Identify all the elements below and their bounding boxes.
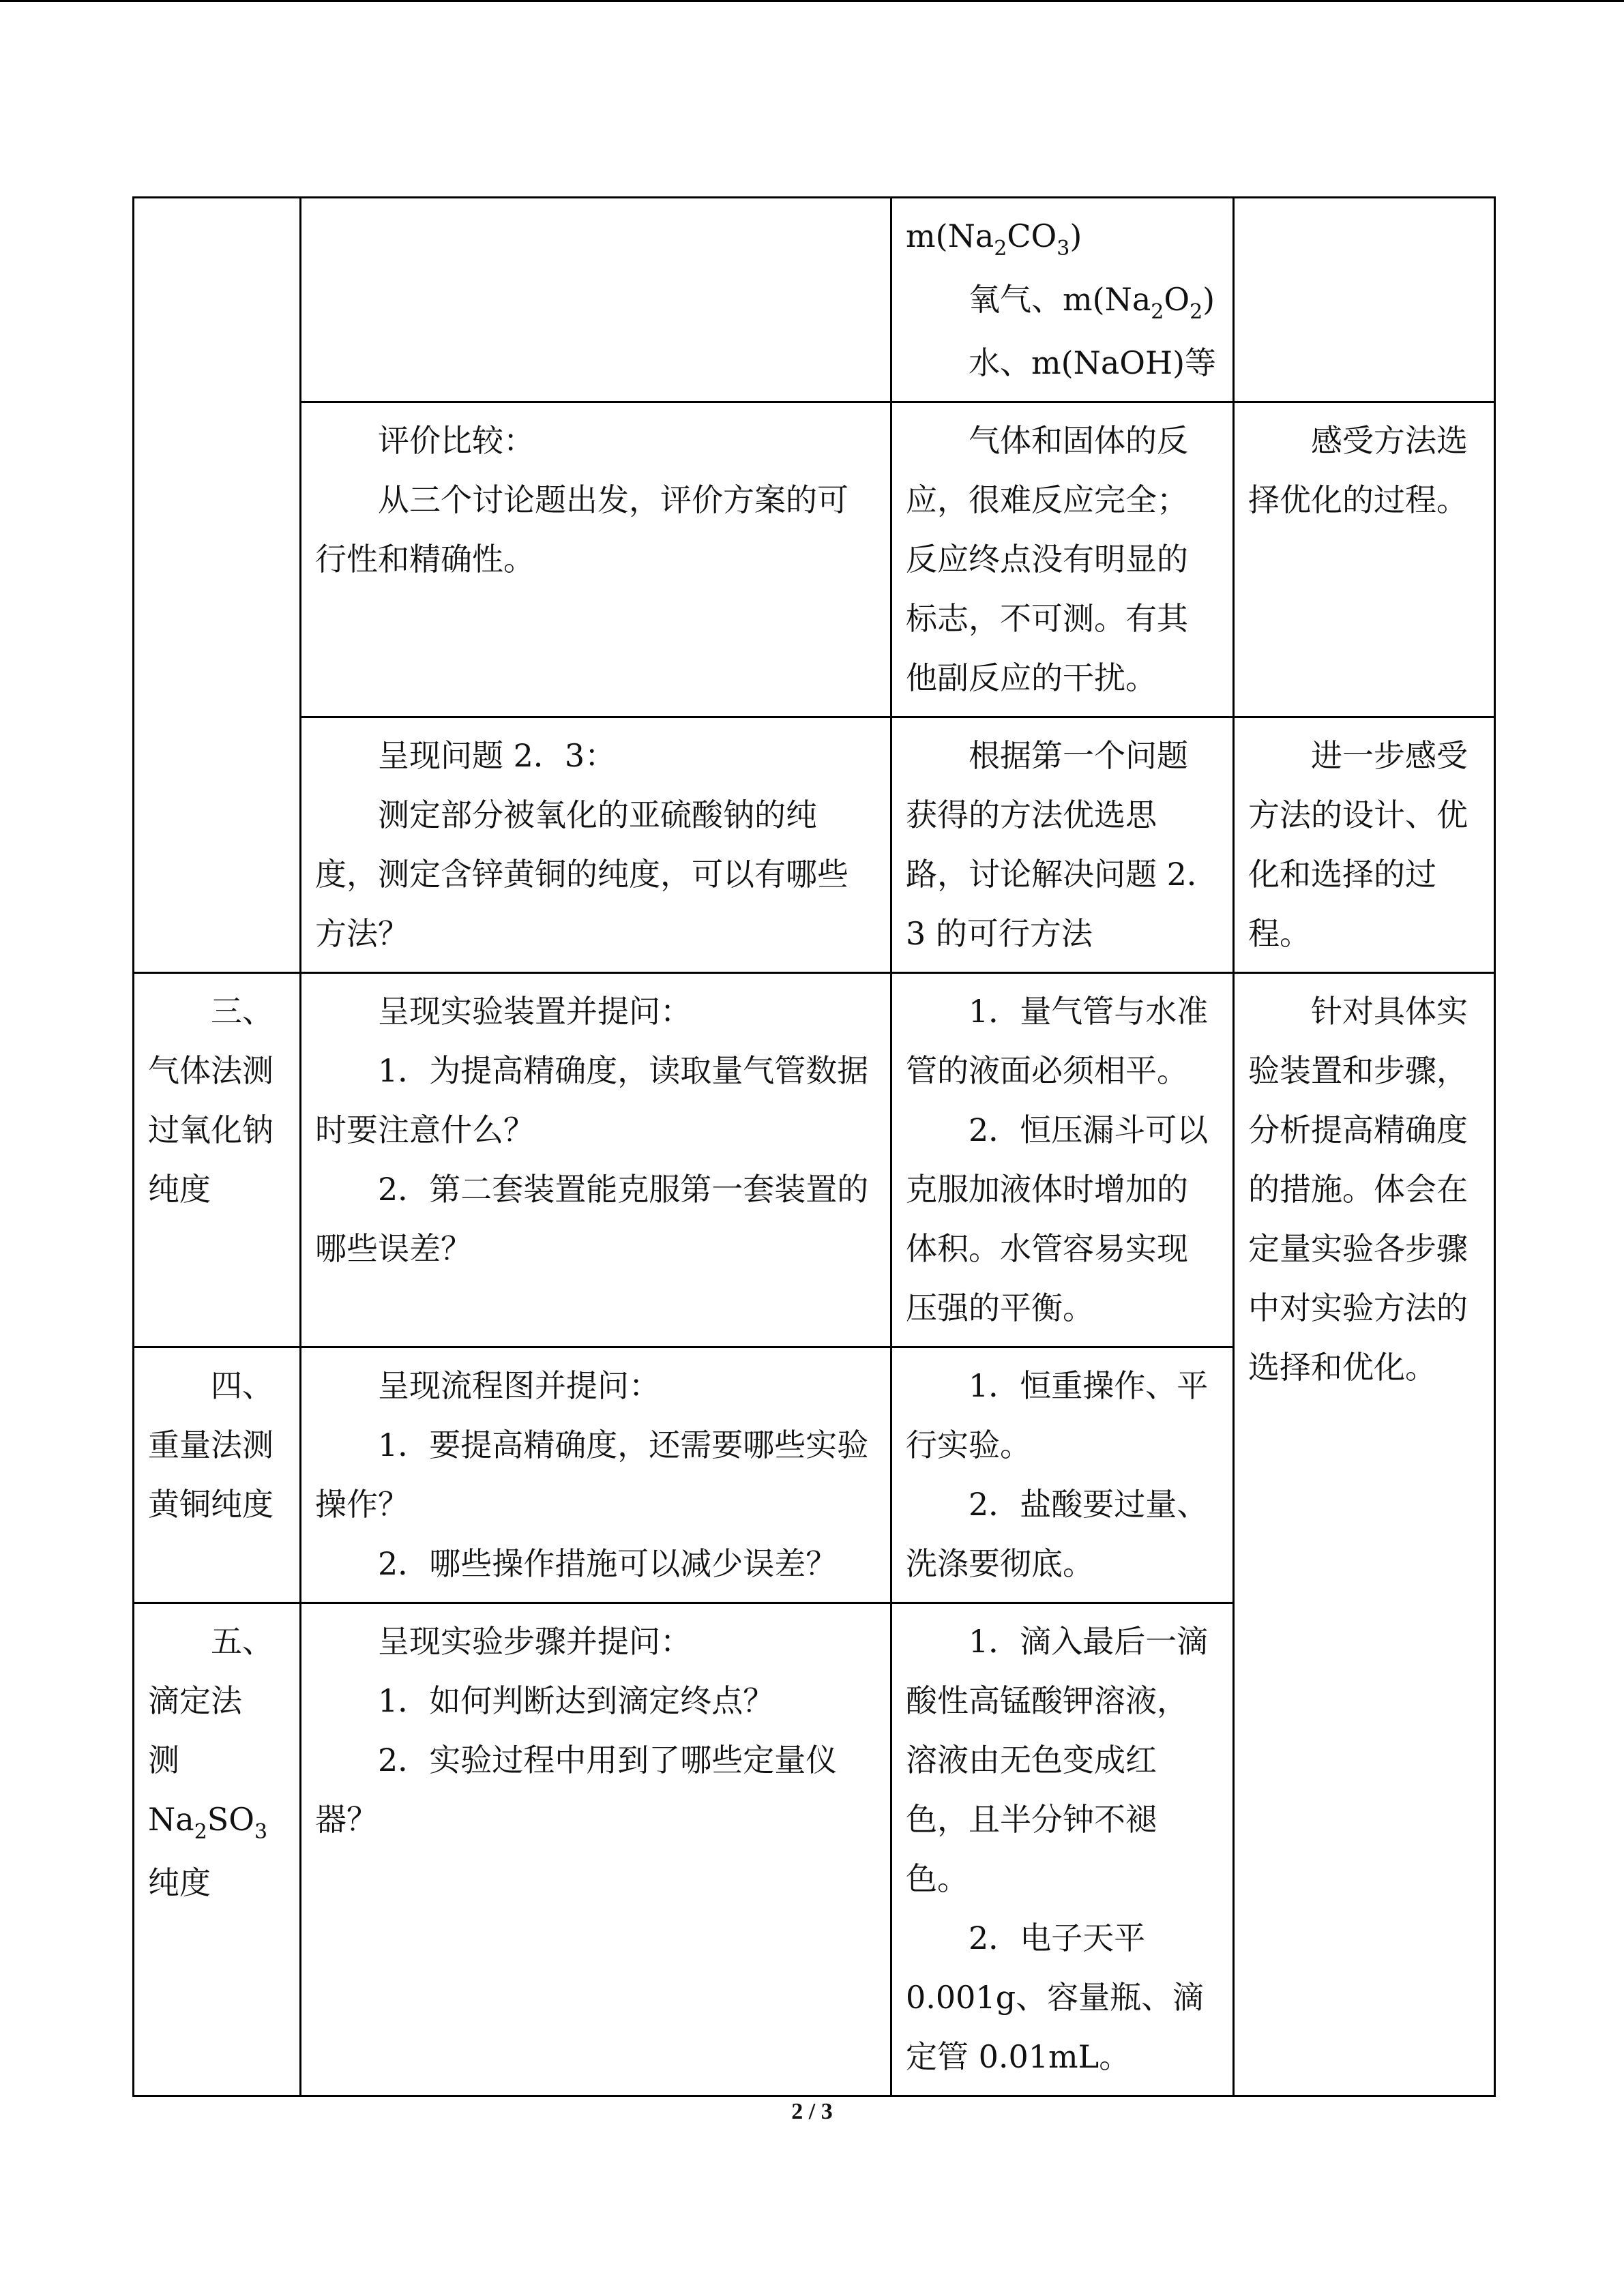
stage-number: 三、: [211, 993, 274, 1030]
paragraph: 从三个讨论题出发，评价方案的可行性和精确性。: [315, 481, 848, 578]
teacher-activity-cell: [301, 198, 891, 402]
paragraph: 2．第二套装置能克服第一套装置的哪些误差？: [315, 1171, 869, 1267]
stage-title-line: 纯度: [148, 1864, 211, 1901]
paragraph: 1．如何判断达到滴定终点？: [378, 1682, 775, 1719]
stage-cell-empty: [134, 198, 301, 973]
student-activity-cell: [891, 973, 1234, 1347]
paragraph: 感受方法选择优化的过程。: [1248, 422, 1468, 518]
paragraph: 1．滴入最后一滴酸性高锰酸钾溶液，溶液由无色变成红色，且半分钟不褪色。: [906, 1623, 1209, 1897]
paragraph: 评价比较：: [378, 422, 535, 459]
paragraph: 1．要提高精确度，还需要哪些实验操作？: [315, 1427, 869, 1523]
teacher-activity-cell: [301, 402, 891, 717]
stage-number: 四、: [211, 1367, 274, 1404]
page-number: 2 / 3: [791, 2099, 833, 2124]
paragraph: 针对具体实验装置和步骤，分析提高精确度的措施。体会在定量实验各步骤中对实验方法的选择和优化。: [1248, 993, 1468, 1386]
design-intent-cell: [1234, 198, 1495, 402]
paragraph: 呈现流程图并提问：: [378, 1367, 660, 1404]
student-activity-cell: [891, 1603, 1234, 2096]
teacher-activity-cell: [301, 1347, 891, 1603]
paragraph: 2．实验过程中用到了哪些定量仪器？: [315, 1742, 838, 1838]
stage-title-line: 测: [148, 1742, 179, 1778]
teacher-activity-cell: [301, 973, 891, 1347]
stage-number: 五、: [211, 1623, 274, 1660]
paragraph: 呈现实验装置并提问：: [378, 993, 692, 1030]
student-activity-cell: [891, 198, 1234, 402]
stage-title: 气体法测过氧化钠纯度: [148, 1052, 274, 1208]
stage-title: 重量法测黄铜纯度: [148, 1427, 274, 1523]
paragraph: 根据第一个问题获得的方法优选思路，讨论解决问题 2．3 的可行方法: [906, 737, 1218, 952]
student-activity-cell: [891, 402, 1234, 717]
lesson-plan-table: [132, 196, 1496, 2097]
stage-cell: [134, 973, 301, 1347]
paragraph: 2．恒压漏斗可以克服加液体时增加的体积。水管容易实现压强的平衡。: [906, 1112, 1209, 1326]
top-border-line: [0, 0, 1624, 2]
table-row: [134, 402, 1495, 717]
paragraph: 2．哪些操作措施可以减少误差？: [378, 1545, 838, 1582]
teacher-activity-cell: [301, 1603, 891, 2096]
paragraph: 气体和固体的反应，很难反应完全；反应终点没有明显的标志，不可测。有其他副反应的干扰。: [906, 422, 1188, 696]
paragraph: 1．量气管与水准管的液面必须相平。: [906, 993, 1209, 1089]
formula-line: $m(Na_2CO_3)$: [906, 218, 1082, 260]
paragraph: 呈现问题 2．3：: [378, 737, 617, 774]
paragraph: 2．盐酸要过量、洗涤要彻底。: [906, 1486, 1209, 1582]
student-activity-cell: [891, 717, 1234, 973]
stage-cell: [134, 1347, 301, 1603]
paragraph: 2．电子天平 0.001g、容量瓶、滴定管 0.01mL。: [906, 1920, 1205, 2075]
paragraph: 1．为提高精确度，读取量气管数据时要注意什么？: [315, 1052, 869, 1148]
paragraph: 呈现实验步骤并提问：: [378, 1623, 692, 1660]
formula-line: 氧气、$m(Na_2O_2)$: [969, 281, 1215, 324]
paragraph: 进一步感受方法的设计、优化和选择的过程。: [1248, 737, 1468, 952]
student-activity-cell: [891, 1347, 1234, 1603]
design-intent-cell-merged: [1234, 973, 1495, 2096]
table-row: [134, 198, 1495, 402]
design-intent-cell: [1234, 402, 1495, 717]
paragraph: 1．恒重操作、平行实验。: [906, 1367, 1209, 1463]
table-row: [134, 717, 1495, 973]
stage-title-formula: $Na_2SO_3$: [148, 1801, 268, 1844]
teacher-activity-cell: [301, 717, 891, 973]
stage-cell: [134, 1603, 301, 2096]
design-intent-cell: [1234, 717, 1495, 973]
formula-line: 水、m(NaOH)等: [969, 344, 1217, 381]
table-row: [134, 973, 1495, 1347]
paragraph: 测定部分被氧化的亚硫酸钠的纯度，测定含锌黄铜的纯度，可以有哪些方法？: [315, 796, 848, 952]
stage-title-line: 滴定法: [148, 1682, 242, 1719]
